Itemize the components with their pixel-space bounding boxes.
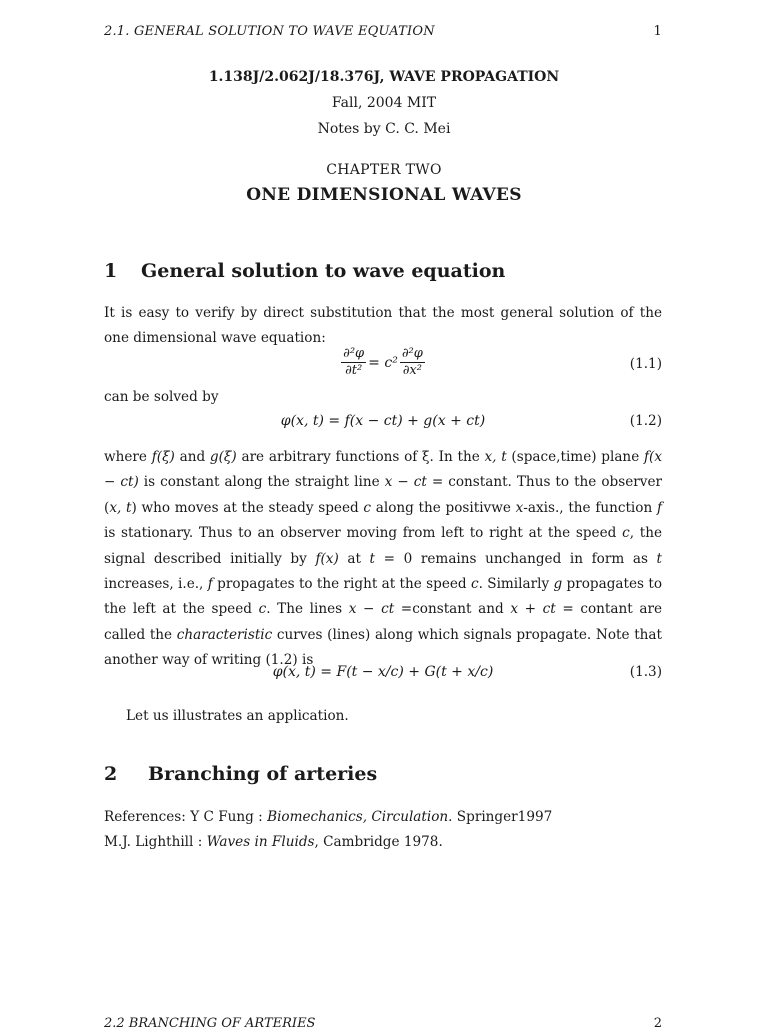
equation-1-2	[104, 413, 662, 429]
body-paragraph: where f(ξ) and g(ξ) are arbitrary functions of ξ. In the x, t (space,time) plane f(x − ct) is constant along the straight line x − ct = constant. Thus to the observer (x, t) who moves at the steady speed c along the positivwe x-axis., the function f is stationary. Thus to an observer moving from left to right at the speed c, the signal described initially by f(x) at t = 0 remains unchanged in form as t increases, i.e., f propagates to the right at the speed c. Similarly g propagates to the left at the speed c. The lines x − ct =constant and x + ct = contant are called the characteristic curves (lines) along which signals propagate. Note that another way of writing (1.2) is	[104, 449, 662, 669]
lhs-denominator: ∂t²	[345, 363, 363, 378]
rhs-fraction	[400, 346, 425, 379]
next-page-number: 2	[653, 1016, 662, 1031]
equation-1-1	[104, 345, 662, 385]
equation-label: (1.2)	[629, 413, 662, 429]
chapter-label: CHAPTER TWO	[326, 162, 442, 178]
section-heading-2	[104, 763, 377, 785]
reference-1: References: Y C Fung : Biomechanics, Circulation. Springer1997	[104, 809, 553, 825]
equation-label: (1.1)	[629, 356, 662, 372]
solved-by-line: can be solved by	[104, 389, 219, 405]
next-page-running-title: 2.2 BRANCHING OF ARTERIES	[104, 1016, 316, 1031]
section-heading-1	[104, 260, 505, 282]
references	[104, 805, 662, 856]
section-number: 2	[104, 763, 118, 785]
equation-text: φ(x, t) = f(x − ct) + g(x + ct)	[280, 413, 486, 429]
rhs-numerator: ∂²φ	[401, 346, 423, 361]
lhs-numerator: ∂²φ	[343, 346, 365, 361]
running-header	[104, 24, 662, 39]
equation-label: (1.3)	[629, 664, 662, 680]
page-number: 1	[653, 24, 662, 39]
lhs-fraction	[341, 346, 366, 379]
equation-middle: = c²	[368, 354, 398, 371]
reference-2: M.J. Lighthill : Waves in Fluids, Cambridge 1978.	[104, 834, 443, 851]
intro-paragraph: It is easy to verify by direct substitution that the most general solution of the one dimensional wave equation:	[104, 305, 662, 347]
section-number: 1	[104, 260, 118, 282]
section-title: General solution to wave equation	[141, 260, 506, 282]
rhs-denominator: ∂x²	[402, 363, 422, 378]
chapter-title: ONE DIMENSIONAL WAVES	[246, 185, 522, 205]
equation-text: φ(x, t) = F(t − x/c) + G(t + x/c)	[272, 664, 494, 680]
section-title: Branching of arteries	[148, 763, 378, 785]
equation-1-3	[104, 664, 662, 680]
author-line: Notes by C. C. Mei	[317, 121, 451, 137]
course-title: 1.138J/2.062J/18.376J, WAVE PROPAGATION	[208, 69, 560, 85]
term-line: Fall, 2004 MIT	[331, 95, 437, 111]
application-line: Let us illustrates an application.	[126, 708, 349, 724]
running-header-title: 2.1. GENERAL SOLUTION TO WAVE EQUATION	[104, 24, 435, 39]
